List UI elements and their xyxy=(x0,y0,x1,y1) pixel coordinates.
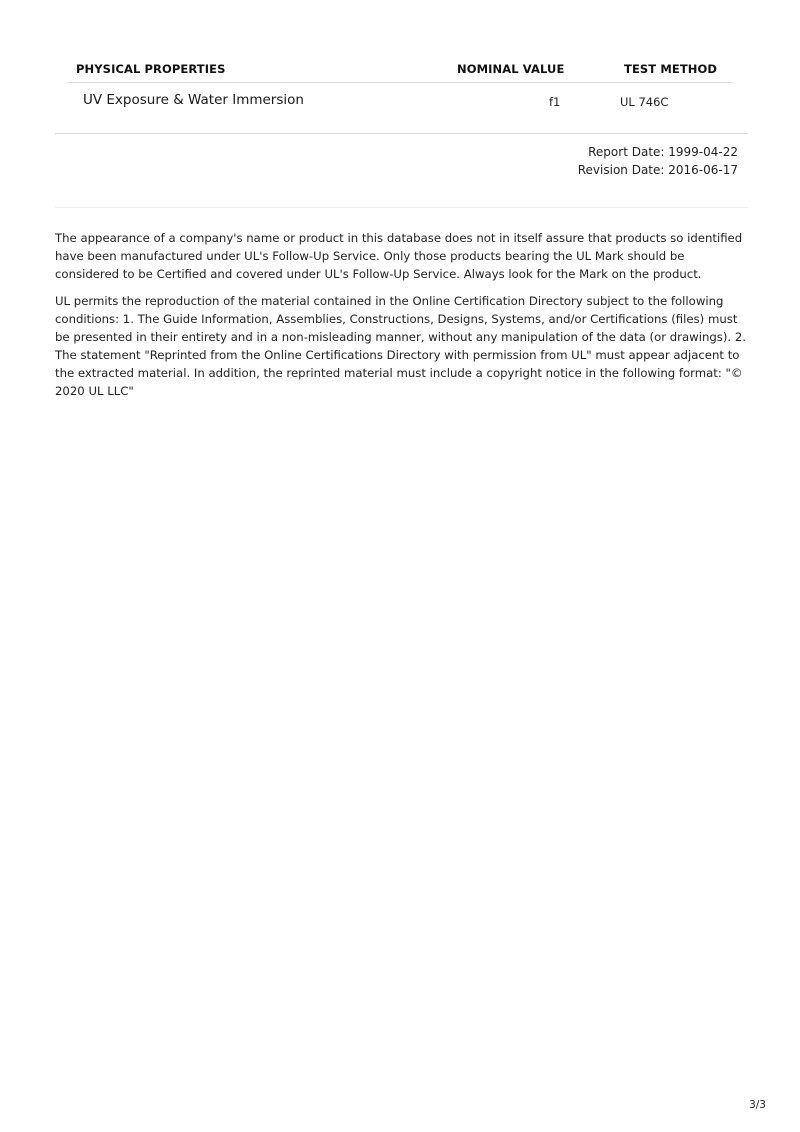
reproduction-terms-paragraph: UL permits the reproduction of the material contained in the Online Certification Directory subject to the following conditions: 1. The Guide Information, Assemblies, Constructions, Designs, Systems, and/or Certifications (files) must be presented in their entirety and in a non-misleading manner, without any manipulation of the data (or drawings). 2. The statement "Reprinted from the Online Certifications Directory with permission from UL" must appear adjacent to the extracted material. In addition, the reprinted material must include a copyright notice in the following format: "© 2020 UL LLC" xyxy=(55,294,747,398)
report-date: Report Date: 1999-04-22 xyxy=(588,145,738,159)
revision-date: Revision Date: 2016-06-17 xyxy=(577,162,738,177)
nominal-value: f1 xyxy=(549,95,561,109)
header-physical-properties: PHYSICAL PROPERTIES xyxy=(76,62,226,76)
property-name: UV Exposure & Water Immersion xyxy=(83,92,304,108)
report-dates xyxy=(578,144,738,179)
section-divider xyxy=(55,207,748,208)
table-header xyxy=(67,55,733,83)
disclaimer-paragraph: The appearance of a company's name or product in this database does not in itself assure that products so identified have been manufactured under UL's Follow-Up Service. Only those products bearing the UL Mark should be considered to be Certified and covered under UL's Follow-Up Service. Always look for the Mark on the product. xyxy=(55,231,743,281)
header-nominal-value: NOMINAL VALUE xyxy=(457,62,565,76)
page-number: 3/3 xyxy=(749,1099,766,1111)
disclaimer xyxy=(55,229,748,409)
test-method: UL 746C xyxy=(620,95,669,109)
header-test-method: TEST METHOD xyxy=(624,62,718,76)
properties-table xyxy=(55,55,748,134)
table-row xyxy=(55,83,748,134)
